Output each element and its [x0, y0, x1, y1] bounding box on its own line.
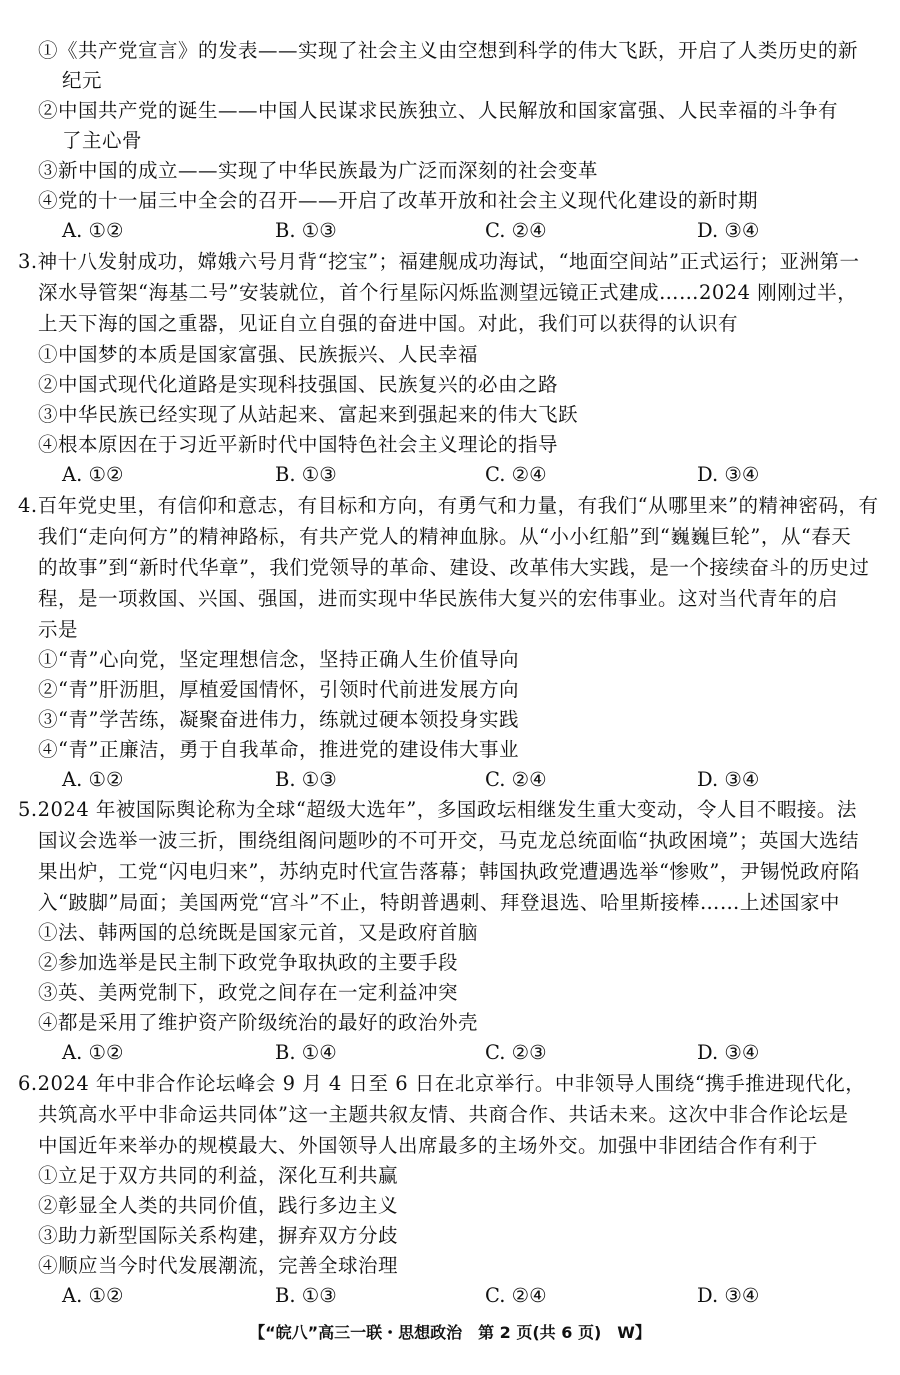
q2-option-a[interactable]: A. ①②	[62, 219, 124, 242]
q3-option-a[interactable]: A. ①②	[62, 463, 124, 486]
q6-statement-1: ①立足于双方共同的利益，深化互利共赢	[38, 1164, 399, 1187]
q4-statement-1: ①“青”心向党，坚定理想信念，坚持正确人生价值导向	[38, 648, 519, 671]
q6-statement-4: ④顺应当今时代发展潮流，完善全球治理	[38, 1254, 399, 1277]
q4-statement-3: ③“青”学苦练，凝聚奋进伟力，练就过硬本领投身实践	[38, 708, 519, 731]
q5-option-c[interactable]: C. ②③	[485, 1041, 547, 1064]
q4-statement-2: ②“青”肝沥胆，厚植爱国情怀，引领时代前进发展方向	[38, 678, 519, 701]
q3-stem-line: 上天下海的国之重器，见证自立自强的奋进中国。对此，我们可以获得的认识有	[38, 312, 739, 335]
q2-statement-2: ②中国共产党的诞生——中国人民谋求民族独立、人民解放和国家富强、人民幸福的斗争有	[38, 99, 839, 122]
q4-option-c[interactable]: C. ②④	[485, 768, 547, 791]
q3-statement-4: ④根本原因在于习近平新时代中国特色社会主义理论的指导	[38, 433, 559, 456]
page-footer: 【“皖八”高三一联・思想政治 第 2 页(共 6 页) W】	[249, 1323, 651, 1342]
q4-stem-line: 示是	[38, 618, 79, 641]
q6-stem-line: 6.2024 年中非合作论坛峰会 9 月 4 日至 6 日在北京举行。中非领导人围绕“携手推进现代化，	[18, 1072, 866, 1095]
q4-stem-line: 程，是一项救国、兴国、强国，进而实现中华民族伟大复兴的宏伟事业。这对当代青年的启	[38, 587, 839, 610]
q5-statement-4: ④都是采用了维护资产阶级统治的最好的政治外壳	[38, 1011, 479, 1034]
q3-option-d[interactable]: D. ③④	[697, 463, 760, 486]
q5-statement-2: ②参加选举是民主制下政党争取执政的主要手段	[38, 951, 459, 974]
q6-option-d[interactable]: D. ③④	[697, 1284, 760, 1307]
q5-option-d[interactable]: D. ③④	[697, 1041, 760, 1064]
q4-statement-4: ④“青”正廉洁，勇于自我革命，推进党的建设伟大事业	[38, 738, 519, 761]
q2-option-b[interactable]: B. ①③	[275, 219, 337, 242]
q6-statement-3: ③助力新型国际关系构建，摒弃双方分歧	[38, 1224, 399, 1247]
q2-statement-4: ④党的十一届三中全会的召开——开启了改革开放和社会主义现代化建设的新时期	[38, 189, 759, 212]
q3-statement-1: ①中国梦的本质是国家富强、民族振兴、人民幸福	[38, 343, 479, 366]
q2-statement-1: ①《共产党宣言》的发表——实现了社会主义由空想到科学的伟大飞跃，开启了人类历史的新	[38, 39, 859, 62]
q2-statement-2-cont: 了主心骨	[62, 129, 143, 152]
q6-option-b[interactable]: B. ①③	[275, 1284, 337, 1307]
q4-stem-line: 4.百年党史里，有信仰和意志，有目标和方向，有勇气和力量，有我们“从哪里来”的精神密码，有	[18, 494, 879, 517]
q5-stem-line: 5.2024 年被国际舆论称为全球“超级大选年”，多国政坛相继发生重大变动，令人目不暇接。法	[18, 798, 857, 821]
q6-statement-2: ②彰显全人类的共同价值，践行多边主义	[38, 1194, 399, 1217]
q5-statement-1: ①法、韩两国的总统既是国家元首，又是政府首脑	[38, 921, 479, 944]
q5-stem-line: 国议会选举一波三折，围绕组阁问题吵的不可开交，马克龙总统面临“执政困境”；英国大选结	[38, 829, 859, 852]
q2-option-c[interactable]: C. ②④	[485, 219, 547, 242]
q6-stem-line: 中国近年来举办的规模最大、外国领导人出席最多的主场外交。加强中非团结合作有利于	[38, 1134, 819, 1157]
q3-option-b[interactable]: B. ①③	[275, 463, 337, 486]
q5-stem-line: 入“跛脚”局面；美国两党“宫斗”不止，特朗普遇刺、拜登退选、哈里斯接棒……上述国家中	[38, 891, 840, 914]
q3-option-c[interactable]: C. ②④	[485, 463, 547, 486]
q4-stem-line: 我们“走向何方”的精神路标，有共产党人的精神血脉。从“小小红船”到“巍巍巨轮”，从“春天	[38, 525, 852, 548]
q3-stem-line: 3.神十八发射成功，嫦娥六号月背“挖宝”；福建舰成功海试，“地面空间站”正式运行；亚洲第一	[18, 250, 860, 273]
q3-statement-3: ③中华民族已经实现了从站起来、富起来到强起来的伟大飞跃	[38, 403, 579, 426]
q5-statement-3: ③英、美两党制下，政党之间存在一定利益冲突	[38, 981, 459, 1004]
q6-stem-line: 共筑高水平中非命运共同体”这一主题共叙友情、共商合作、共话未来。这次中非合作论坛是	[38, 1103, 849, 1126]
q5-option-a[interactable]: A. ①②	[62, 1041, 124, 1064]
q4-option-b[interactable]: B. ①③	[275, 768, 337, 791]
q4-stem-line: 的故事”到“新时代华章”，我们党领导的革命、建设、改革伟大实践，是一个接续奋斗的历史过	[38, 556, 870, 579]
q6-option-c[interactable]: C. ②④	[485, 1284, 547, 1307]
q5-option-b[interactable]: B. ①④	[275, 1041, 337, 1064]
q2-option-d[interactable]: D. ③④	[697, 219, 760, 242]
q5-stem-line: 果出炉，工党“闪电归来”，苏纳克时代宣告落幕；韩国执政党遭遇选举“惨败”，尹锡悦政府陷	[38, 860, 860, 883]
q2-statement-1-cont: 纪元	[62, 69, 103, 92]
q4-option-a[interactable]: A. ①②	[62, 768, 124, 791]
q3-stem-line: 深水导管架“海基二号”安装就位，首个行星际闪烁监测望远镜正式建成……2024 刚刚过半，	[38, 281, 858, 304]
q6-option-a[interactable]: A. ①②	[62, 1284, 124, 1307]
q4-option-d[interactable]: D. ③④	[697, 768, 760, 791]
q2-statement-3: ③新中国的成立——实现了中华民族最为广泛而深刻的社会变革	[38, 159, 599, 182]
q3-statement-2: ②中国式现代化道路是实现科技强国、民族复兴的必由之路	[38, 373, 559, 396]
